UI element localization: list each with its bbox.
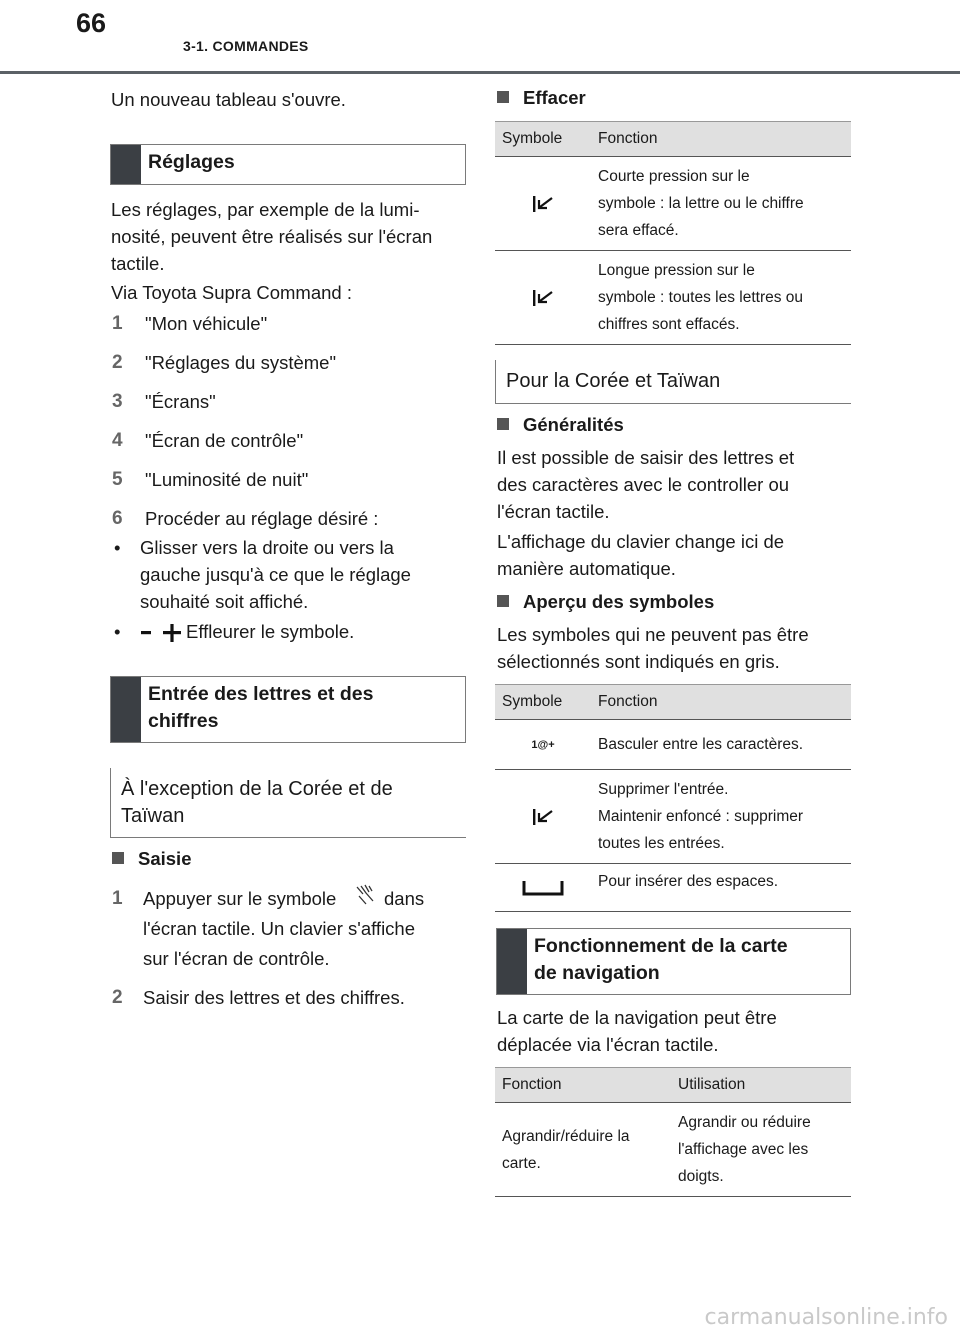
table-header-row: Fonction Utilisation xyxy=(495,1068,851,1103)
step-1: 1 "Mon véhicule" xyxy=(112,313,268,334)
bullet-tap: • Effleurer le symbole. xyxy=(114,618,464,645)
section-bar xyxy=(111,677,141,742)
table-row: Courte pression sur le symbole : la lettre ou le chiffre sera effacé. xyxy=(495,157,851,251)
table-row: Agrandir/réduire la carte. Agrandir ou réduire l'affichage avec les doigts. xyxy=(495,1103,851,1197)
navigation-paragraph: La carte de la navigation peut être déplacée via l'écran tactile. xyxy=(497,1007,777,1055)
section-title: Réglages xyxy=(148,151,235,173)
subsection-heading-except-korea: À l'exception de la Corée et de Taïwan xyxy=(110,768,466,838)
generalites-paragraph: Il est possible de saisir des lettres et des caractères avec le controller ou l'écran tactile. xyxy=(497,447,795,522)
apercu-paragraph: Les symboles qui ne peuvent pas être sélectionnés sont indiqués en gris. xyxy=(497,624,809,672)
step-4: 4 "Écran de contrôle" xyxy=(112,430,304,451)
section-box-navigation xyxy=(496,928,851,995)
square-bullet-icon xyxy=(497,595,509,607)
step-2: 2 "Réglages du système" xyxy=(112,352,337,373)
table-row: 1@+ Basculer entre les caractères. xyxy=(495,720,851,770)
watermark: carmanualsonline.info xyxy=(704,1305,948,1330)
table-header-row: Symbole Fonction xyxy=(495,122,851,157)
subsection-heading-korea: Pour la Corée et Taïwan xyxy=(495,360,851,404)
saisie-heading: Saisie xyxy=(112,848,192,870)
saisie-step-1: 1 Appuyer sur le symbole dans l'écran tactile. Un clavier s'affiche sur l'écran de contrôle. xyxy=(112,884,462,974)
navigation-table xyxy=(495,1067,851,1197)
square-bullet-icon xyxy=(112,852,124,864)
touch-keyboard-icon xyxy=(354,884,378,917)
table-row: Pour insérer des espaces. xyxy=(495,864,851,912)
apercu-heading: Aperçu des symboles xyxy=(497,591,714,613)
step-3: 3 "Écrans" xyxy=(112,391,216,412)
chapter-title: 3-1. COMMANDES xyxy=(183,38,309,54)
effacer-heading: Effacer xyxy=(497,87,586,109)
section-bar xyxy=(497,929,527,994)
table-row: Longue pression sur le symbole : toutes les lettres ou chiffres sont effacés. xyxy=(495,251,851,345)
table-row: Supprimer l'entrée. Maintenir enfoncé : supprimer toutes les entrées. xyxy=(495,770,851,864)
bullet-swipe: • Glisser vers la droite ou vers la gauche jusqu'à ce que le réglage souhaité soit affiché. xyxy=(114,537,411,612)
section-box-reglages xyxy=(110,144,466,185)
saisie-step-2: 2 Saisir des lettres et des chiffres. xyxy=(112,987,405,1008)
minus-plus-icon xyxy=(140,622,186,651)
step-6: 6 Procéder au réglage désiré : xyxy=(112,508,379,529)
backspace-icon xyxy=(495,251,591,345)
section-box-entree xyxy=(110,676,466,743)
section-title: Entrée des lettres et des chiffres xyxy=(148,683,374,732)
section-bar xyxy=(111,145,141,184)
square-bullet-icon xyxy=(497,91,509,103)
page-number: 66 xyxy=(76,8,107,38)
section-title: Fonctionnement de la carte de navigation xyxy=(534,935,788,984)
header-rule xyxy=(0,71,960,74)
backspace-icon xyxy=(495,157,591,251)
switch-characters-icon: 1@+ xyxy=(495,720,591,770)
table-header-row: Symbole Fonction xyxy=(495,685,851,720)
generalites-heading: Généralités xyxy=(497,414,624,436)
space-bar-icon xyxy=(495,864,591,912)
via-command-text: Via Toyota Supra Command : xyxy=(111,282,352,303)
step-5: 5 "Luminosité de nuit" xyxy=(112,469,309,490)
symbols-table xyxy=(495,684,851,912)
reglages-paragraph: Les réglages, par exemple de la lumi- nosité, peuvent être réalisés sur l'écran tactile. xyxy=(111,199,433,274)
keyboard-display-paragraph: L'affichage du clavier change ici de manière automatique. xyxy=(497,531,785,579)
intro-text: Un nouveau tableau s'ouvre. xyxy=(111,89,346,110)
effacer-table xyxy=(495,121,851,345)
backspace-icon xyxy=(495,770,591,864)
square-bullet-icon xyxy=(497,418,509,430)
